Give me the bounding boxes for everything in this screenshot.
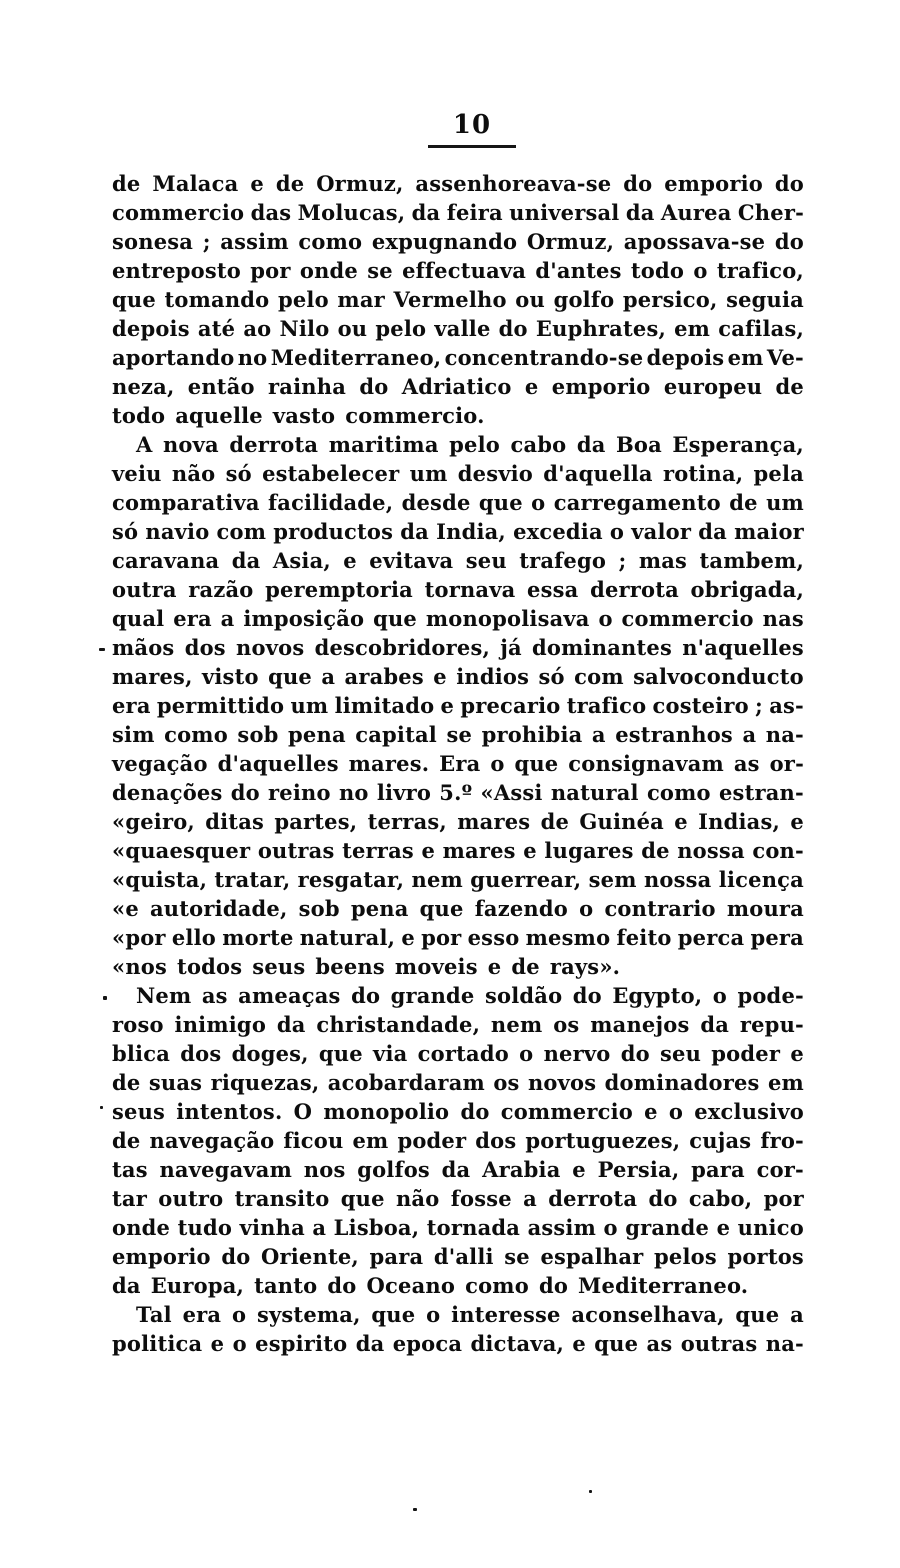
text-line: só navio com productos da India, excedia o valor da maior xyxy=(112,519,804,544)
text-line: commercio das Molucas, da feira universal da Aurea Cher- xyxy=(112,200,804,225)
text-line: onde tudo vinha a Lisboa, tornada assim o grande e unico xyxy=(112,1215,804,1240)
page-header xyxy=(428,110,516,148)
text-line: tas navegavam nos golfos da Arabia e Persia, para cor- xyxy=(112,1157,804,1182)
text-line: «nos todos seus beens moveis e de rays». xyxy=(112,954,621,979)
text-line: todo aquelle vasto commercio. xyxy=(112,403,485,428)
text-line: «quaesquer outras terras e mares e lugares de nossa con- xyxy=(112,838,804,863)
scan-speck xyxy=(103,996,107,1000)
text-line: tar outro transito que não fosse a derrota do cabo, por xyxy=(112,1186,804,1211)
text-line: Tal era o systema, que o interesse aconselhava, que a xyxy=(136,1302,804,1327)
text-line: sonesa ; assim como expugnando Ormuz, apossava-se do xyxy=(112,229,804,254)
page-body xyxy=(112,169,804,1358)
text-line: entreposto por onde se effectuava d'antes todo o trafico, xyxy=(112,258,804,283)
paragraph xyxy=(112,981,804,1300)
text-line: da Europa, tanto do Oceano como do Mediterraneo. xyxy=(112,1273,749,1298)
text-line: «e autoridade, sob pena que fazendo o contrario moura xyxy=(112,896,804,921)
text-line: politica e o espirito da epoca dictava, e que as outras na- xyxy=(112,1331,804,1356)
text-line: blica dos doges, que via cortado o nervo do seu poder e xyxy=(112,1041,804,1066)
text-line: aportando no Mediterraneo, concentrando-se depois em Ve- xyxy=(112,345,804,370)
paragraph xyxy=(112,1300,804,1358)
text-line: depois até ao Nilo ou pelo valle do Euphrates, em cafilas, xyxy=(112,316,804,341)
text-line: «geiro, ditas partes, terras, mares de Guinéa e Indias, e xyxy=(112,809,804,834)
text-line: «por ello morte natural, e por esso mesmo feito perca pera xyxy=(112,925,804,950)
text-line: de Malaca e de Ormuz, assenhoreava-se do emporio do xyxy=(112,171,804,196)
text-line: denações do reino no livro 5.º «Assi natural como estran- xyxy=(112,780,804,805)
scan-speck xyxy=(99,648,105,651)
text-line: mãos dos novos descobridores, já dominantes n'aquelles xyxy=(112,635,804,660)
paragraph xyxy=(112,430,804,981)
text-line: veiu não só estabelecer um desvio d'aquella rotina, pela xyxy=(112,461,804,486)
text-line: vegação d'aquelles mares. Era o que consignavam as or- xyxy=(112,751,804,776)
text-line: que tomando pelo mar Vermelho ou golfo persico, seguia xyxy=(112,287,804,312)
text-line: mares, visto que a arabes e indios só com salvoconducto xyxy=(112,664,804,689)
text-line: caravana da Asia, e evitava seu trafego ; mas tambem, xyxy=(112,548,804,573)
text-line: Nem as ameaças do grande soldão do Egypto, o pode- xyxy=(136,983,804,1008)
text-line: era permittido um limitado e precario trafico costeiro ; as- xyxy=(112,693,804,718)
text-line: qual era a imposição que monopolisava o commercio nas xyxy=(112,606,804,631)
text-line: outra razão peremptoria tornava essa derrota obrigada, xyxy=(112,577,804,602)
text-line: sim como sob pena capital se prohibia a estranhos a na- xyxy=(112,722,804,747)
text-line: neza, então rainha do Adriatico e emporio europeu de xyxy=(112,374,804,399)
paragraph xyxy=(112,169,804,430)
text-line: de navegação ficou em poder dos portuguezes, cujas fro- xyxy=(112,1128,804,1153)
text-line: emporio do Oriente, para d'alli se espalhar pelos portos xyxy=(112,1244,804,1269)
text-line: «quista, tratar, resgatar, nem guerrear, sem nossa licença xyxy=(112,867,804,892)
scan-speck xyxy=(100,1106,103,1109)
page-number: 10 xyxy=(452,110,492,140)
scan-speck xyxy=(413,1508,417,1511)
text-line: comparativa facilidade, desde que o carregamento de um xyxy=(112,490,804,515)
scan-speck xyxy=(589,1490,592,1493)
text-line: roso inimigo da christandade, nem os manejos da repu- xyxy=(112,1012,804,1037)
text-line: A nova derrota maritima pelo cabo da Boa Esperança, xyxy=(136,432,804,457)
text-line: de suas riquezas, acobardaram os novos dominadores em xyxy=(112,1070,804,1095)
text-line: seus intentos. O monopolio do commercio e o exclusivo xyxy=(112,1099,804,1124)
